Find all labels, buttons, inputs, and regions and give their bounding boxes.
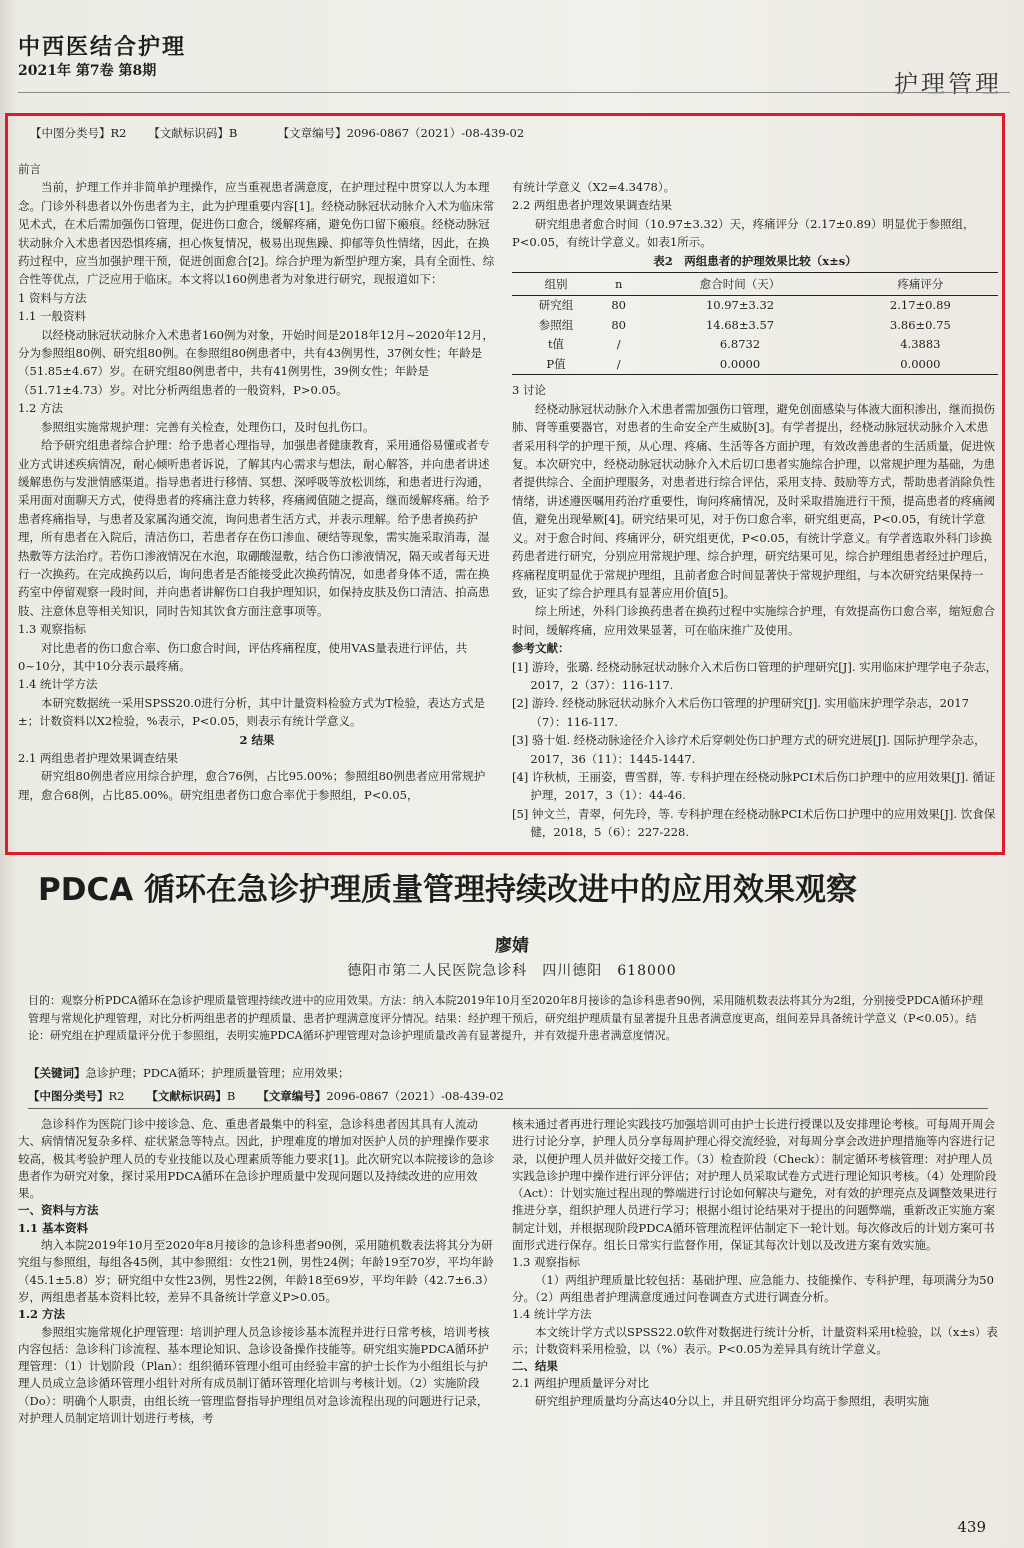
page-number: 439 [957,1518,986,1536]
table-cell: t值 [547,337,565,352]
paragraph: 以经桡动脉冠状动脉介入术患者160例为对象，开始时间是2018年12月~2020年12月，分为参照组80例、研究组80例。在参照组80例患者中，共有43例男性，37例女性；年龄是（51.85±4.67）岁。在研究组80例患者中，共有41例男性，39例女性；年龄是（51.71±4.73）岁。对比分析两组患者的一般资料，P>0.05。 [18,327,494,397]
section-heading: 2 结果 [239,732,275,747]
table-cell: 3.86±0.75 [889,317,951,332]
section-heading: 3 讨论 [512,383,546,398]
meta-doc-label: 【文献标识码】 [148,126,229,140]
reference-item: [5] 钟文兰，青翠，何先玲，等. 专科护理在经桡动脉PCI术后伤口护理中的应用效果[J]. 饮食保健，2018，5（6）：227-228. [512,806,996,840]
table-cell: 10.97±3.32 [705,298,775,313]
article-meta-line [28,1088,988,1104]
table-cell: 0.0000 [843,355,998,375]
reference-item: [1] 游玲，张璐. 经桡动脉冠状动脉介入术后伤口管理的护理研究[J]. 实用临床护理学电子杂志，2017，2（37）：116-117. [512,659,998,692]
table-cell: 6.8732 [719,337,761,352]
subsection-heading: 1.4 统计学方法 [18,677,98,692]
paragraph: 研究组80例患者应用综合护理，愈合76例，占比95.00%；参照组80例患者应用常规护理，愈合68例，占比85.00%。研究组患者伤口愈合率优于参照组，P<0.05， [18,769,486,802]
table-cell: 2.17±0.89 [889,298,951,313]
article-left-column [18,1116,496,1427]
paragraph: 本研究数据统一采用SPSS20.0进行分析，其中计量资料检验方式为T检验，表达方式是±；计数资料以X2检验，%表示，P<0.05，则表示有统计学意义。 [18,695,485,729]
paragraph: （1）两组护理质量比较包括：基础护理、应急能力、技能操作、专科护理，每项满分为50分。（2）两组患者护理满意度通过问卷调查方式进行调查分析。 [512,1272,994,1304]
table-cell: 14.68±3.57 [705,317,775,332]
paragraph: 核未通过者再进行理论实践技巧加强培训可由护士长进行授课以及安排理论考核。可每周开周会进行讨论分享，护理人员分享每周护理心得交流经验，对每周分享会改进护理措施等内容进行记录，以便护理人员并做好交接工作。（3）检查阶段（Check）：制定循环考核管理：对护理人员实践急诊护理中操作进行评分评估；对护理人员采取试卷方式进行理论知识考核。（4）处理阶段（Act）：计划实施过程出现的弊端进行讨论如何解决与避免，对有效的护理亮点及调整效果进行推进分享，组织护理人员进行学习；根据小组讨论结果对于提出的问题弊端，重新改正实施方案制定计划，并根据现阶段PDCA循环管理流程评估制定下一轮计划。每次修改后的计划方案可书面形式进行保存。组长日常实行监督作用，保证其每次计划以及改进方案有效实施。 [512,1117,998,1253]
article-abstract: 目的：观察分析PDCA循环在急诊护理质量管理持续改进中的应用效果。方法：纳入本院2019年10月至2020年8月接诊的急诊科患者90例，采用随机数表法将其分为2组，分别接受PDCA循环护理管理与常规化护理管理，对比分析两组患者的护理质量、患者护理满意度评分情况。结果：经护理干预后，研究组护理质量有显著提升且患者满意度更高，组间差异具备统计学意义（P<0.05）。结论：研究组在护理质量评分优于参照组，表明实施PDCA循环护理管理对急诊护理质量改善有显著提升，并有效提升患者满意度情况。 [28,994,984,1042]
table-cell: 4.3883 [900,337,941,352]
meta-doc-label: 【文献标识码】 [146,1089,227,1103]
divider [28,1108,988,1109]
meta-class-value: R2 [108,1089,125,1103]
table-cell: 参照组 [538,317,574,332]
table-cell: 0.0000 [637,355,842,375]
journal-name: 中西医结合护理 [18,34,187,60]
header-rule [18,92,1010,93]
subsection-heading: 2.1 两组患者护理效果调查结果 [18,751,178,765]
keywords-label: 【关键词】 [28,1066,86,1080]
table-header-cell: 组别 [512,273,600,296]
article-right-column [512,1116,998,1410]
paragraph: 综上所述，外科门诊换药患者在换药过程中实施综合护理，有效提高伤口愈合率，缩短愈合时间，缓解疼痛，应用效果显著，可在临床推广及使用。 [512,604,995,637]
table-row [512,296,998,316]
table-caption: 表2 两组患者的护理效果比较（x±s） [653,253,857,268]
keywords-value: 急诊护理；PDCA循环；护理质量管理；应用效果； [85,1066,350,1080]
table-header-cell: 疼痛评分 [843,273,998,296]
table-cell: / [616,337,621,352]
subsection-heading: 1.2 方法 [18,1307,66,1322]
section-name: 护理管理 [894,70,1002,98]
paragraph: 给予研究组患者综合护理：给予患者心理指导，加强患者健康教育，采用通俗易懂或者专业方式讲述疾病情况，耐心倾听患者诉说，了解其内心需求与想法，耐心解答，并向患者讲述缓解患伤与发泄情感渠道。指导患者进行移情、冥想、深呼吸等放松训练，和患者进行沟通，采用面对面聊天方式，使得患者的疼痛注意力转移，疼痛阈值随之提高，继而缓解疼痛。给予患者疼痛指导，与患者及家属沟通交流，询问患者生活方式，并表示理解。给予患者换药护理，所有患者在入院后，清洁伤口，若患者存在伤口渗血、硬结等现象，需实施采取消毒，湿热敷等方法治疗。若伤口渗液情况在水泡，取硼酸湿敷，结合伤口渗液情况，隔天或者每天进行一次换药。在完成换药以后，询问患者是否能接受此次换药情况，如患者身体不适，需在换药室中停留观察一段时间，并向患者讲解伤口自我护理知识，如保持皮肤及伤口清洁、拍高患肢、注意休息等相关知识，同时告知其饮食方面注意事项等。 [18,438,490,618]
table-header-cell: 愈合时间（天） [637,273,842,296]
meta-class-label: 【中图分类号】 [28,1089,109,1103]
section-heading: 1 资料与方法 [18,290,87,305]
paragraph: 本文统计学方式以SPSS22.0软件对数据进行统计分析，计量资料采用t检验，以（x±s）表示；计数资料采用检验，以（%）表示。P<0.05为差异具有统计学意义。 [512,1324,998,1356]
meta-class-label: 【中图分类号】 [30,126,111,140]
meta-doc-value: B [228,126,238,140]
section-heading: 一、资料与方法 [18,1203,99,1218]
reference-item: [4] 许秋桢，王丽姿，曹雪群，等. 专科护理在经桡动脉PCI术后伤口护理中的应用效果[J]. 循证护理，2017，3（1）：44-46. [512,769,996,803]
subsection-heading: 1.1 一般资料 [18,309,86,324]
keywords-line [28,1065,988,1081]
reference-item: [3] 骆十姐. 经桡动脉途径介入诊疗术后穿刺处伤口护理方式的研究进展[J]. 国际护理学杂志，2017，36（11）：1445-1447. [512,733,986,766]
paragraph: 纳入本院2019年10月至2020年8月接诊的急诊科患者90例，采用随机数表法将其分为研究组与参照组，每组各45例，其中参照组：女性21例，男性24例；年龄19至70岁，平均年龄（45.1±5.8）岁；研究组中女性23例，男性22例，年龄18至69岁，平均年龄（42.7±6.3）岁，两组患者基本资料比较，差异不具备统计学意义P>0.05。 [18,1238,495,1304]
table-header-cell: n [600,273,637,296]
table-row [512,335,998,355]
subsection-heading: 2.1 两组护理质量评分对比 [512,1376,649,1391]
table-cell: 80 [611,298,626,313]
meta-article-value: 2096-0867（2021）-08-439-02 [326,1089,504,1103]
journal-issue: 2021年 第7卷 第8期 [18,63,157,79]
intro-heading: 前言 [18,162,41,176]
reference-item: [2] 游玲. 经桡动脉冠状动脉介入术后伤口管理的护理研究[J]. 实用临床护理学杂志，2017（7）：116-117. [512,696,969,729]
meta-class-value: R2 [110,126,127,140]
paragraph: 参照组实施常规护理：完善有关检查，处理伤口，及时包扎伤口。 [41,419,375,434]
table-row [512,355,998,375]
paragraph: 急诊科作为医院门诊中接诊急、危、重患者最集中的科室，急诊科患者因其具有人流动大、病情情况复杂多样、症状紧急等特点。因此，护理难度的增加对医护人员的护理操作要求较高，极其考验护理人员的专业技能以及心理素质等能力要求[1]。此次研究以本院接诊的急诊患者作为研究对象，探讨采用PDCA循环在急诊护理质量中发现问题以及持续改进的应用效果。 [18,1117,495,1201]
article-title: PDCA 循环在急诊护理质量管理持续改进中的应用效果观察 [38,872,857,908]
subsection-heading: 2.2 两组患者护理效果调查结果 [512,198,672,213]
table-cell: / [600,355,637,375]
section-heading: 二、结果 [512,1359,558,1374]
paragraph: 研究组护理质量均分高达40分以上，并且研究组评分均高于参照组，表明实施 [535,1393,930,1408]
paragraph: 对比患者的伤口愈合率、伤口愈合时间，评估疼痛程度，使用VAS量表进行评估，共0~10分，其中10分表示最疼痛。 [18,640,468,673]
table-cell: 研究组 [538,298,574,313]
subsection-heading: 1.3 观察指标 [512,1255,580,1270]
paragraph: 参照组实施常规化护理管理：培训护理人员急诊接诊基本流程并进行日常考核，培训考核内容包括：急诊科门诊流程、基本理论知识、急诊设备操作技能等。研究组实施PDCA循环护理管理：（1）计划阶段（Plan）：组织循环管理小组可由经验丰富的护士长作为小组组长与护理人员成立急诊循环管理小组针对所有成员制订循环管理化培训与考核计划。（2）实施阶段（Do）：明确个人职责，由组长统一管理监督指导护理组员对急诊流程出现的问题进行记录，对护理人员制定培训计划进行考核，考 [18,1324,490,1426]
prev-left-column [18,160,496,804]
article-affiliation: 德阳市第二人民医院急诊科 四川德阳 618000 [347,963,677,979]
table-row [512,316,998,336]
subsection-heading: 1.4 统计学方法 [512,1307,592,1322]
subsection-heading: 1.2 方法 [18,401,63,416]
paragraph: 有统计学意义（X2=4.3478）。 [512,180,676,194]
paragraph: 研究组患者愈合时间（10.97±3.32）天，疼痛评分（2.17±0.89）明显优于参照组，P<0.05，有统计学意义。如表1所示。 [512,216,975,250]
table-cell: 80 [611,317,626,332]
prev-meta-line [30,125,524,141]
meta-article-label: 【文章编号】 [277,126,347,140]
article-author: 廖婧 [495,936,529,956]
intro-paragraph: 当前，护理工作并非简单护理操作，应当重视患者满意度，在护理过程中贯穿以人为本理念。门诊外科患者以外伤患者为主，此为护理重要内容[1]。经桡动脉冠状动脉介入术为临床常见术式，在术后需加强伤口管理，促进伤口愈合，缓解疼痛，避免伤口留下瘢痕。经桡动脉冠状动脉介入术患者因恐惧疼痛，担心恢复情况，极易出现焦躁、抑郁等负性情绪，因此，在换药过程中，应当加强护理干预，促进创面愈合[2]。综合护理为新型护理方案，具有全面性、综合性等优点，广泛应用于临床。本文将以160例患者为对象进行研究，现报道如下： [18,180,495,287]
prev-right-column [512,178,998,842]
paragraph: 经桡动脉冠状动脉介入术患者需加强伤口管理，避免创面感染与体液大面积渗出，继而损伤肺、肾等重要器官，对患者的生命安全产生威胁[3]。有学者提出，经桡动脉冠状动脉介入术患者采用科学的护理干预，从心理、疼痛、生活等各方面护理，有效改善患者的生活质量，促进恢复。本次研究中，经桡动脉冠状动脉介入术后切口患者实施综合护理，以常规护理为基础，为患者提供综合、全面护理服务，对患者进行综合评估，采用支持、鼓励等方式，帮助患者消除负性情绪，讲述遵医嘱用药治疗重要性，询问疼痛情况，及时采取措施进行干预，提高患者的疼痛阈值，避免出现晕厥[4]。研究结果可见，对于伤口愈合率，研究组更高，P<0.05，有统计学意义。对于愈合时间、疼痛评分，研究组更优，P<0.05，有统计学意义。有学者选取外科门诊换药患者进行研究，分别应用常规护理、综合护理，研究结果可见，综合护理组患者经过护理后，疼痛程度明显优于常规护理组，且前者愈合时间显著快于常规护理组，与本次研究结果保持一致，证实了综合护理具有显著应用价值[5]。 [512,401,995,600]
meta-article-value: 2096-0867（2021）-08-439-02 [346,126,525,140]
results-table [512,272,998,375]
meta-doc-value: B [226,1089,236,1103]
meta-article-label: 【文章编号】 [257,1089,327,1103]
table-cell: P值 [512,355,600,375]
subsection-heading: 1.3 观察指标 [18,622,86,637]
references-heading: 参考文献： [512,641,570,656]
subsection-heading: 1.1 基本资料 [18,1220,89,1235]
